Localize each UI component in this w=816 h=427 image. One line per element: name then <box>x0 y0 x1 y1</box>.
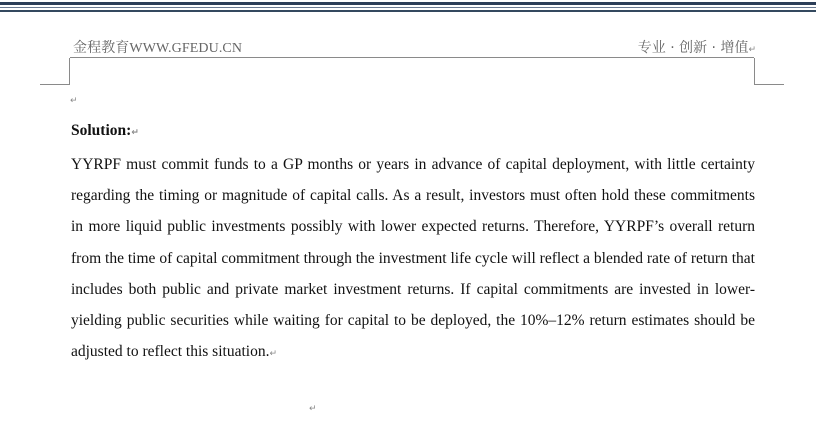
solution-body-paragraph <box>71 149 755 370</box>
top-border-thick-line <box>0 2 816 5</box>
solution-body-text: YYRPF must commit funds to a GP months or years in advance of capital deployment, with little certainty regarding the timing or magnitude of capital calls. As a result, investors must often hold these commitments in more liquid public investments possibly with lower expected returns. Therefore, YYRPF’s overall return from the time of capital commitment through the investment life cycle will reflect a blended rate of return that includes both public and private market investment returns. If capital commitments are invested in lower-yielding public securities while waiting for capital to be deployed, the 10%–12% return estimates should be adjusted to reflect this situation. <box>71 156 755 361</box>
top-border-lower-line <box>0 10 816 12</box>
crop-mark-left-vertical <box>69 58 70 84</box>
crop-mark-right-horizontal <box>754 84 784 85</box>
top-border-thin-line <box>0 7 816 8</box>
solution-label: Solution: <box>71 122 132 139</box>
paragraph-mark-trailing: ↵ <box>309 404 317 414</box>
top-border <box>0 0 816 14</box>
paragraph-mark: ↵ <box>131 128 139 138</box>
header-left-text: 金程教育WWW.GFEDU.CN <box>73 41 243 56</box>
crop-mark-right-vertical <box>754 58 755 84</box>
crop-mark-left-horizontal <box>40 84 70 85</box>
paragraph-mark-empty-line: ↵ <box>70 96 78 106</box>
solution-heading <box>71 122 139 140</box>
header-right-text <box>638 37 756 57</box>
header-rule <box>70 57 754 58</box>
paragraph-mark: ↵ <box>748 45 756 55</box>
header-right-label: 专业 · 创新 · 增值 <box>637 40 749 56</box>
paragraph-mark: ↵ <box>269 349 277 360</box>
